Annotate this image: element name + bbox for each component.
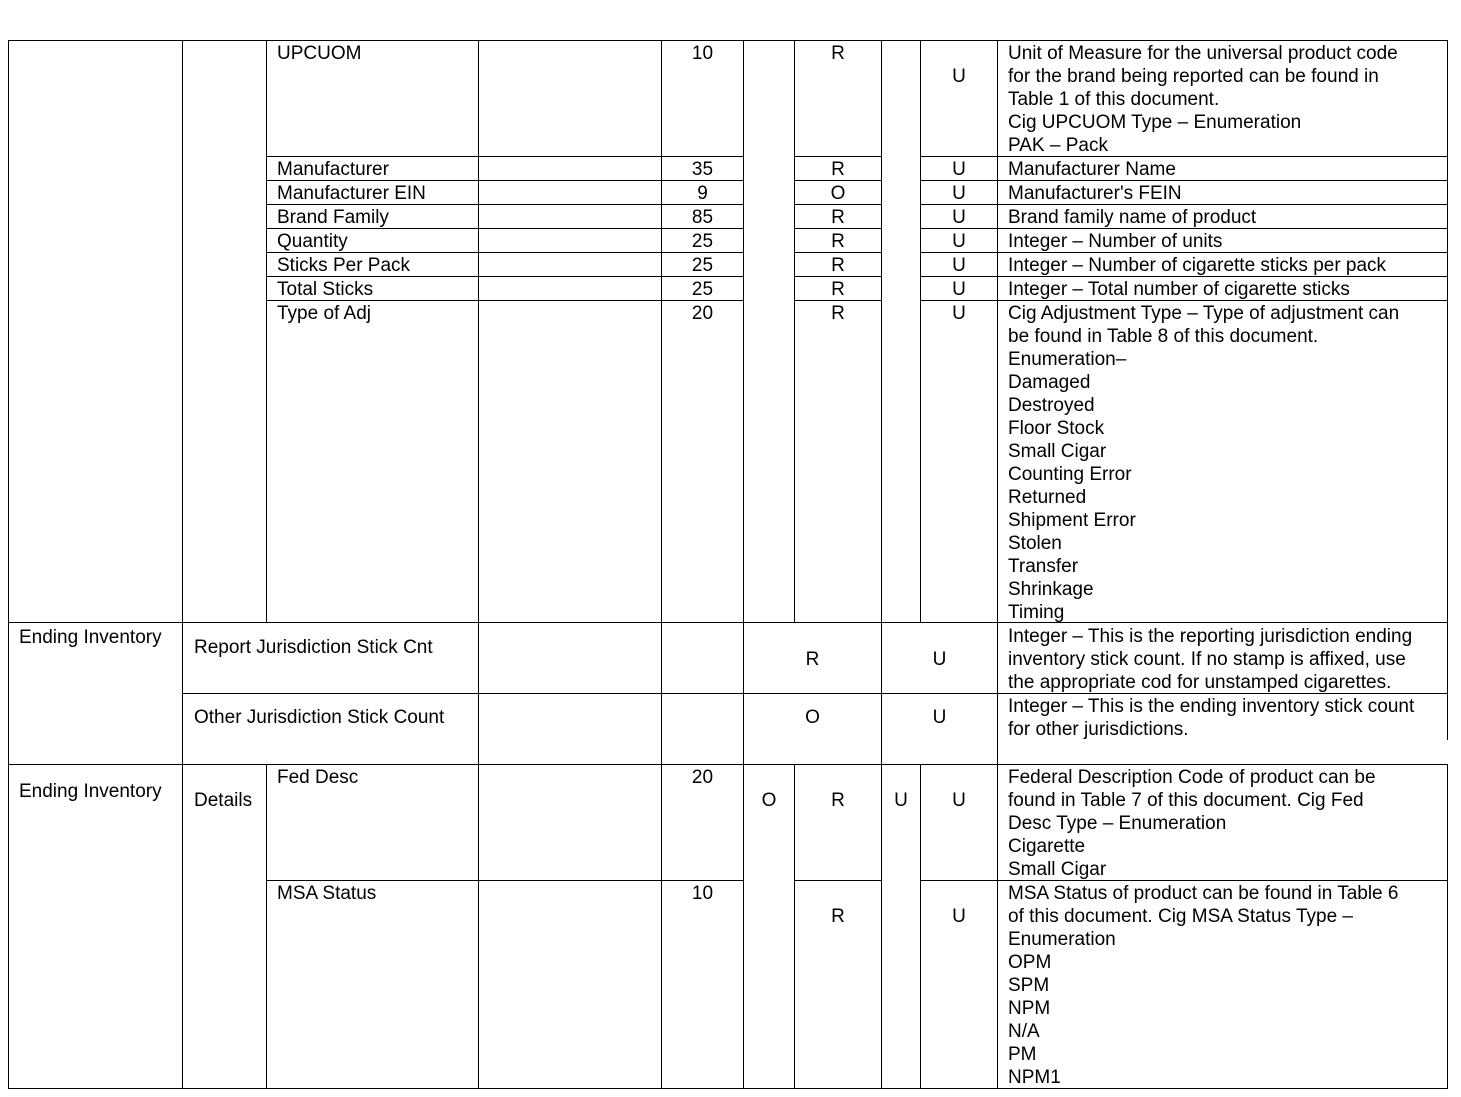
- field-required: R: [805, 649, 820, 670]
- section-label: Ending Inventory: [19, 781, 162, 802]
- field-usage: U: [952, 66, 966, 87]
- field-description: [1008, 158, 1176, 181]
- field-length: 35: [691, 159, 714, 180]
- desc-line: Cig Adjustment Type – Type of adjustment can: [1008, 303, 1400, 324]
- field-usage: U: [932, 649, 947, 670]
- field-length: 25: [691, 231, 714, 252]
- desc-line: Manufacturer's FEIN: [1008, 183, 1182, 204]
- desc-line: Integer – Number of cigarette sticks per pack: [1008, 255, 1387, 276]
- field-usage: U: [952, 906, 966, 927]
- desc-line: found in Table 7 of this document. Cig Fed: [1008, 790, 1364, 811]
- field-name: Fed Desc: [277, 767, 359, 788]
- desc-line: Brand family name of product: [1008, 207, 1257, 228]
- field-required: O: [830, 183, 846, 204]
- field-name: MSA Status: [277, 883, 377, 904]
- desc-line: Transfer: [1008, 556, 1079, 577]
- desc-line: Unit of Measure for the universal product code: [1008, 43, 1398, 64]
- desc-line: inventory stick count. If no stamp is affixed, use: [1008, 649, 1406, 670]
- desc-line: Returned: [1008, 487, 1087, 508]
- field-required: R: [831, 303, 845, 324]
- desc-line: Stolen: [1008, 533, 1062, 554]
- field-description: [1008, 42, 1398, 157]
- field-name: Other Jurisdiction Stick Count: [194, 707, 445, 728]
- desc-line: Small Cigar: [1008, 859, 1107, 880]
- field-length: 25: [691, 255, 714, 276]
- desc-line: Cig UPCUOM Type – Enumeration: [1008, 112, 1302, 133]
- field-description: [1008, 254, 1386, 277]
- field-usage: U: [952, 255, 966, 276]
- field-length: 25: [691, 279, 714, 300]
- field-usage: U: [952, 231, 966, 252]
- field-description: [1008, 625, 1412, 694]
- desc-line: SPM: [1008, 975, 1050, 996]
- field-name: UPCUOM: [277, 43, 362, 64]
- field-description: [1008, 766, 1376, 881]
- field-name: Manufacturer: [277, 159, 389, 180]
- desc-line: the appropriate cod for unstamped cigarettes.: [1008, 672, 1392, 693]
- desc-line: Timing: [1008, 602, 1065, 623]
- field-length: 9: [697, 183, 708, 204]
- desc-line: Cigarette: [1008, 836, 1086, 857]
- desc-line: Manufacturer Name: [1008, 159, 1176, 180]
- desc-line: OPM: [1008, 952, 1052, 973]
- field-required: R: [831, 906, 845, 927]
- field-description: [1008, 278, 1350, 301]
- desc-line: Counting Error: [1008, 464, 1132, 485]
- desc-line: Shrinkage: [1008, 579, 1094, 600]
- group-usage: U: [894, 790, 908, 811]
- field-required: R: [831, 207, 845, 228]
- field-length: 10: [691, 883, 714, 904]
- desc-line: Table 1 of this document.: [1008, 89, 1220, 110]
- field-usage: U: [952, 159, 966, 180]
- section-label: Ending Inventory: [19, 627, 162, 648]
- desc-line: Shipment Error: [1008, 510, 1136, 531]
- desc-line: for the brand being reported can be found in: [1008, 66, 1379, 87]
- desc-line: of this document. Cig MSA Status Type –: [1008, 906, 1353, 927]
- desc-line: PM: [1008, 1044, 1037, 1065]
- field-required: R: [831, 43, 845, 64]
- desc-line: Federal Description Code of product can be: [1008, 767, 1376, 788]
- field-name: Total Sticks: [277, 279, 374, 300]
- desc-line: for other jurisdictions.: [1008, 719, 1189, 740]
- desc-line: N/A: [1008, 1021, 1040, 1042]
- field-name: Manufacturer EIN: [277, 183, 426, 204]
- field-description: [1008, 206, 1256, 229]
- field-length: 10: [691, 43, 714, 64]
- field-usage: U: [932, 707, 947, 728]
- field-description: [1008, 182, 1182, 205]
- desc-line: NPM1: [1008, 1067, 1061, 1088]
- desc-line: Small Cigar: [1008, 441, 1107, 462]
- field-length: 20: [691, 303, 714, 324]
- field-name: Sticks Per Pack: [277, 255, 411, 276]
- field-usage: U: [952, 303, 966, 324]
- field-length: 85: [691, 207, 714, 228]
- field-description: [1008, 302, 1399, 624]
- desc-line: Integer – Number of units: [1008, 231, 1223, 252]
- desc-line: Desc Type – Enumeration: [1008, 813, 1227, 834]
- field-required: R: [831, 231, 845, 252]
- field-length: 20: [691, 767, 714, 788]
- desc-line: be found in Table 8 of this document.: [1008, 326, 1319, 347]
- field-description: [1008, 695, 1414, 741]
- field-required: R: [831, 255, 845, 276]
- field-required: R: [831, 790, 845, 811]
- field-usage: U: [952, 207, 966, 228]
- desc-line: MSA Status of product can be found in Table 6: [1008, 883, 1399, 904]
- desc-line: Integer – This is the reporting jurisdiction ending: [1008, 626, 1413, 647]
- desc-line: Enumeration: [1008, 929, 1116, 950]
- desc-line: Destroyed: [1008, 395, 1095, 416]
- field-name: Quantity: [277, 231, 348, 252]
- desc-line: Floor Stock: [1008, 418, 1105, 439]
- desc-line: NPM: [1008, 998, 1051, 1019]
- desc-line: PAK – Pack: [1008, 135, 1108, 156]
- desc-line: Integer – Total number of cigarette sticks: [1008, 279, 1350, 300]
- desc-line: Integer – This is the ending inventory stick count: [1008, 696, 1415, 717]
- field-usage: U: [952, 279, 966, 300]
- field-required: O: [805, 707, 820, 728]
- desc-line: Enumeration–: [1008, 349, 1127, 370]
- field-name: Brand Family: [277, 207, 389, 228]
- field-required: R: [831, 159, 845, 180]
- field-name: Report Jurisdiction Stick Cnt: [194, 637, 433, 658]
- field-name: Type of Adj: [277, 303, 372, 324]
- field-usage: U: [952, 183, 966, 204]
- field-required: R: [831, 279, 845, 300]
- desc-line: Damaged: [1008, 372, 1091, 393]
- group-required: O: [761, 790, 777, 811]
- group-label: Details: [194, 790, 253, 811]
- field-description: [1008, 882, 1398, 1089]
- field-usage: U: [952, 790, 966, 811]
- field-description: [1008, 230, 1222, 253]
